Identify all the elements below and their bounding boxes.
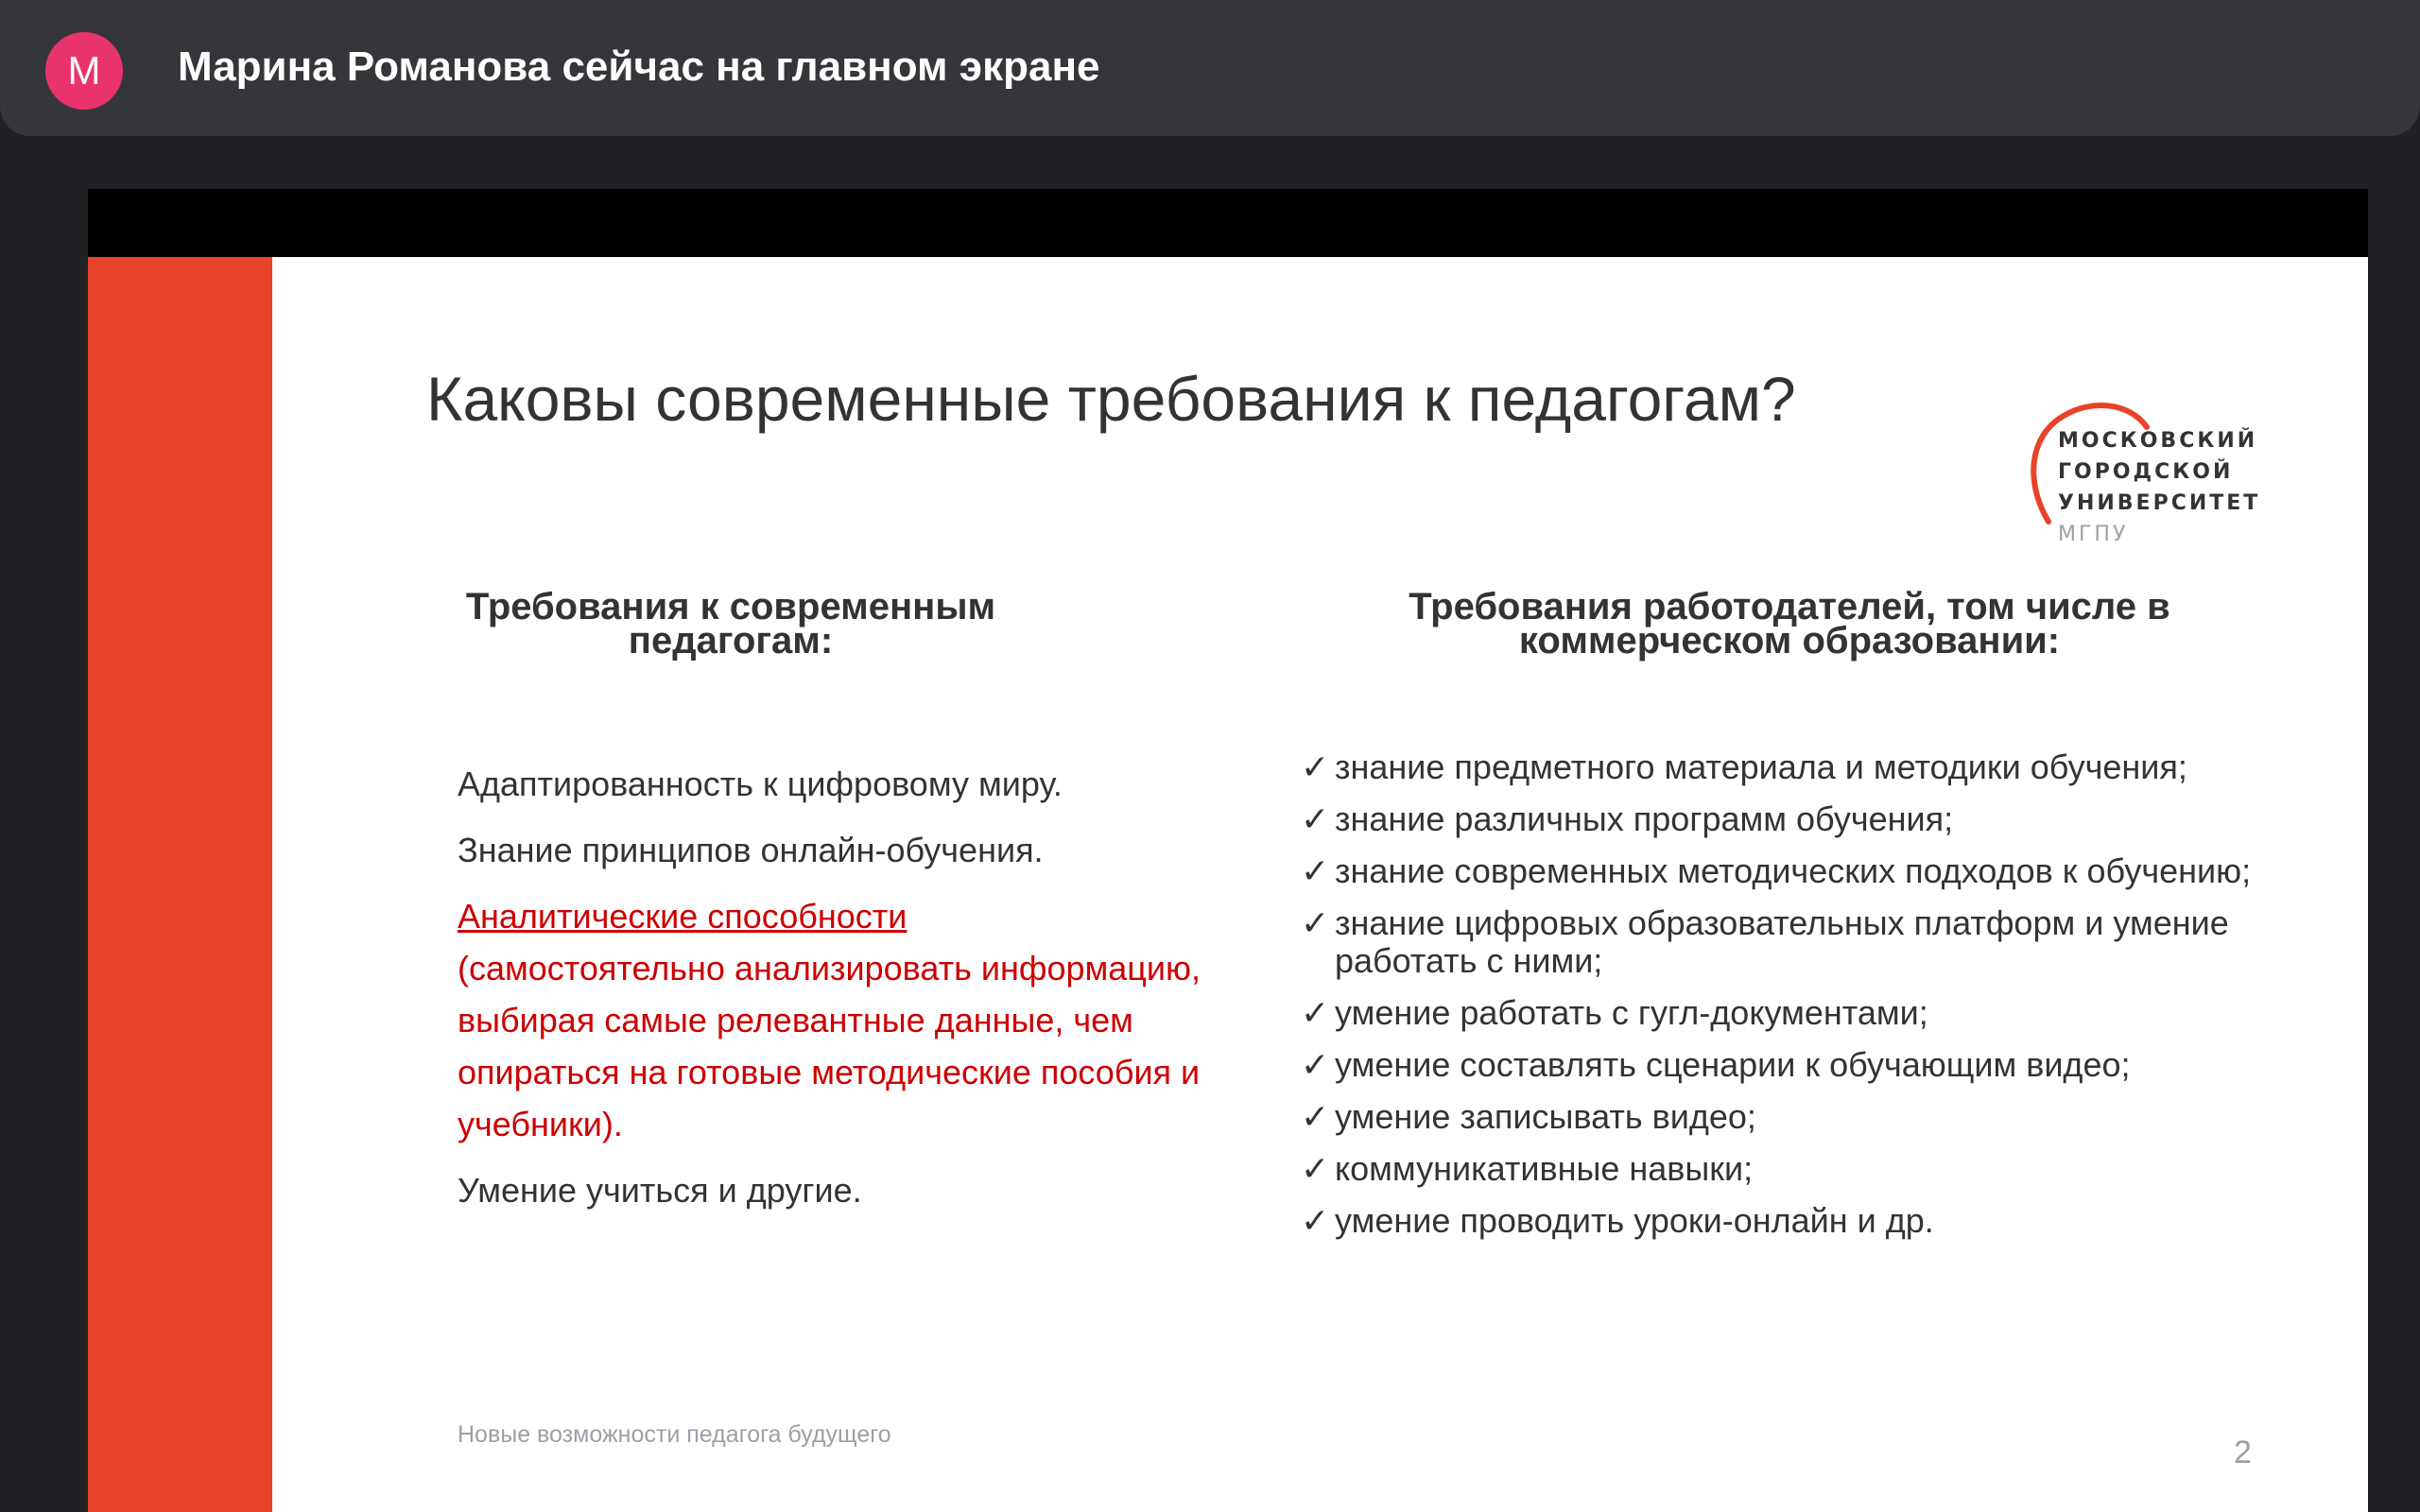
logo-line-1: МОСКОВСКИЙ — [2058, 429, 2258, 453]
avatar[interactable]: М — [45, 32, 123, 110]
highlighted-item-text: (самостоятельно анализировать информацию, выбирая самые релевантные данные, чем опираться на готовые методические пособия и учебники). — [458, 949, 1201, 1143]
check-icon: ✓ — [1301, 1149, 1330, 1188]
list-item-text: знание предметного материала и методики обучения; — [1335, 747, 2187, 786]
shared-screen — [88, 189, 2368, 1512]
list-item — [1301, 994, 2303, 1032]
logo-subtitle: МГПУ — [2058, 523, 2129, 546]
list-item: Умение учиться и другие. — [458, 1171, 862, 1210]
check-icon: ✓ — [1301, 799, 1330, 838]
list-item-text: коммуникативные навыки; — [1335, 1149, 1754, 1188]
list-item-text: умение работать с гугл-документами; — [1335, 993, 1928, 1032]
list-item — [1301, 1046, 2303, 1084]
list-item-text: знание различных программ обучения; — [1335, 799, 1954, 838]
check-icon: ✓ — [1301, 1097, 1330, 1136]
presenter-banner-text: Марина Романова сейчас на главном экране — [178, 43, 1100, 90]
analytic-skills-link[interactable]: Аналитические способности — [458, 897, 908, 936]
left-column-heading: Требования к современным педагогам: — [465, 586, 996, 662]
list-item-text: умение составлять сценарии к обучающим видео; — [1335, 1045, 2131, 1084]
list-item — [1301, 1098, 2303, 1136]
list-item-text: умение записывать видео; — [1335, 1097, 1756, 1136]
check-icon: ✓ — [1301, 1045, 1330, 1084]
list-item-text: знание современных методических подходов к обучению; — [1335, 851, 2252, 890]
list-item-text: умение проводить уроки-онлайн и др. — [1335, 1201, 1934, 1240]
presenter-banner — [0, 0, 2420, 136]
check-icon: ✓ — [1301, 903, 1330, 942]
list-item — [1301, 748, 2303, 786]
list-item — [1301, 852, 2303, 890]
logo-line-2: ГОРОДСКОЙ — [2058, 460, 2234, 484]
list-item — [1301, 1202, 2303, 1240]
check-icon: ✓ — [1301, 993, 1330, 1032]
highlighted-item — [458, 890, 1214, 1150]
list-item: Адаптированность к цифровому миру. — [458, 765, 1063, 803]
right-column-heading: Требования работодателей, том числе в коммерческом образовании: — [1409, 586, 2170, 662]
presentation-slide — [88, 257, 2368, 1512]
right-column-list — [1301, 748, 2303, 1254]
university-logo — [2026, 380, 2272, 559]
list-item-text: знание цифровых образовательных платформ и умение работать с ними; — [1335, 903, 2229, 980]
list-item: Знание принципов онлайн-обучения. — [458, 831, 1044, 869]
list-item — [1301, 904, 2303, 980]
left-column — [458, 758, 1214, 1230]
check-icon: ✓ — [1301, 1201, 1330, 1240]
check-icon: ✓ — [1301, 747, 1330, 786]
slide-page-number: 2 — [2234, 1435, 2252, 1470]
list-item — [1301, 1150, 2303, 1188]
check-icon: ✓ — [1301, 851, 1330, 890]
list-item — [1301, 800, 2303, 838]
slide-title: Каковы современные требования к педагогам? — [426, 364, 1796, 434]
slide-accent-stripe — [88, 257, 272, 1512]
slide-footer: Новые возможности педагога будущего — [458, 1421, 891, 1448]
logo-line-3: УНИВЕРСИТЕТ — [2058, 491, 2261, 515]
